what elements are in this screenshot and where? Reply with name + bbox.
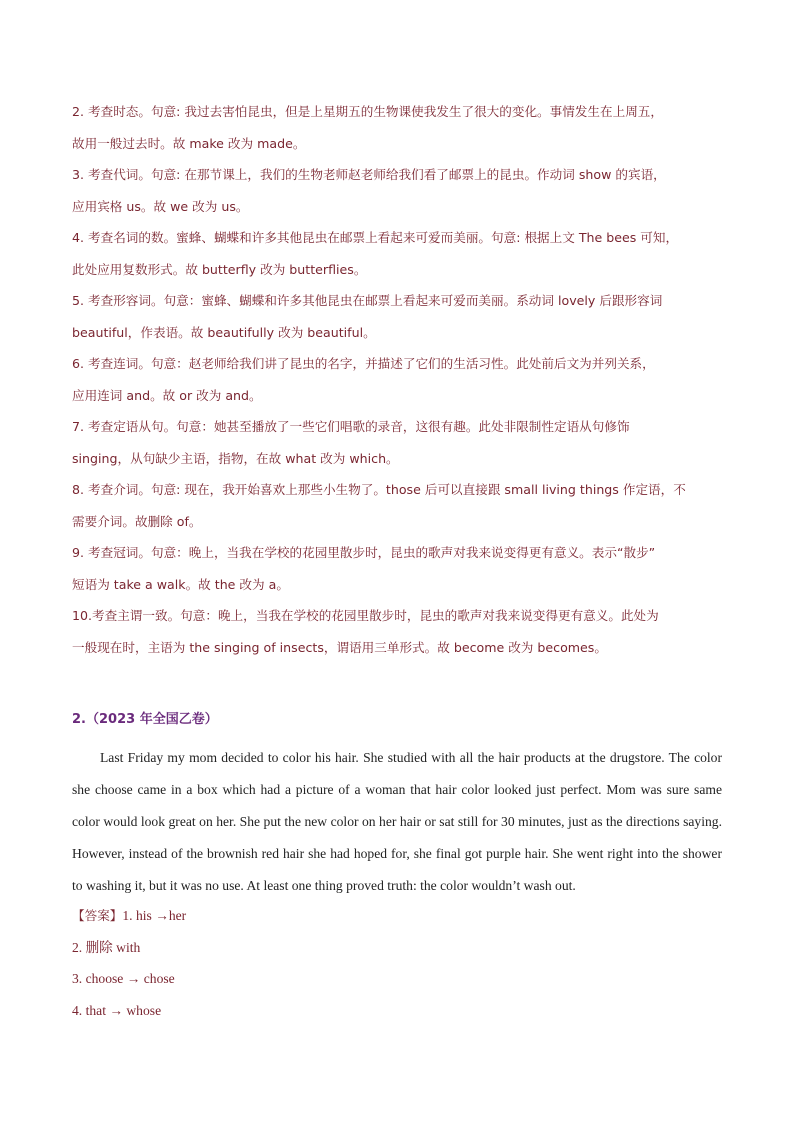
- explanation-line: 5. 考查形容词。句意：蜜蜂、蝴蝶和许多其他昆虫在邮票上看起来可爱而美丽。系动词 lovely 后跟形容词: [72, 293, 663, 308]
- explanation-line: 7. 考查定语从句。句意：她甚至播放了一些它们唱歌的录音，这很有趣。此处非限制性定语从句修饰: [72, 419, 630, 434]
- answer-list: [72, 900, 722, 1026]
- explanation-item: [72, 285, 728, 348]
- explanation-item: [72, 600, 728, 663]
- explanation-line: 9. 考查冠词。句意：晚上，当我在学校的花园里散步时，昆虫的歌声对我来说变得更有意义。表示“散步”: [72, 545, 656, 560]
- explanation-list: [72, 96, 728, 663]
- question-title: 2.（2023 年全国乙卷）: [72, 712, 218, 727]
- answer-item: [72, 900, 722, 932]
- explanation-line: 需要介词。故删除 of。: [72, 513, 202, 529]
- explanation-item: [72, 348, 728, 411]
- answer-item: 3. choose → chose: [72, 971, 175, 986]
- explanation-line: 应用连词 and。故 or 改为 and。: [72, 387, 262, 403]
- explanation-line: 2. 考查时态。句意: 我过去害怕昆虫，但是上星期五的生物课使我发生了很大的变化。事情发生在上周五，: [72, 104, 663, 119]
- explanation-item: [72, 537, 728, 600]
- explanation-item: [72, 222, 728, 285]
- answer-item: 2. 删除 with: [72, 939, 141, 955]
- explanation-line: singing，从句缺少主语，指物，在故 what 改为 which。: [72, 450, 399, 466]
- question-passage: Last Friday my mom decided to color his hair. She studied with all the hair products at the drugstore. The color she choose came in a box which had a picture of a woman that hair color looked just perfect. Mom was sure same color would look great on her. She put the new color on her hair or sat still for 30 minutes, just as the directions saying. However, instead of the brownish red hair she had hoped for, she final got purple hair. She went right into the shower to washing it, but it was no use. At least one thing proved truth: the color wouldn’t wash out.: [72, 750, 722, 893]
- explanation-line: 6. 考查连词。句意：赵老师给我们讲了昆虫的名字，并描述了它们的生活习性。此处前后文为并列关系，: [72, 356, 655, 371]
- explanation-item: [72, 411, 728, 474]
- explanation-line: 4. 考查名词的数。蜜蜂、蝴蝶和许多其他昆虫在邮票上看起来可爱而美丽。句意: 根据上文 The bees 可知，: [72, 230, 679, 245]
- explanation-line: 故用一般过去时。故 make 改为 made。: [72, 135, 306, 151]
- explanation-line: 此处应用复数形式。故 butterfly 改为 butterflies。: [72, 261, 367, 277]
- explanation-line: 应用宾格 us。故 we 改为 us。: [72, 198, 249, 214]
- explanation-item: [72, 159, 728, 222]
- explanation-line: 一般现在时，主语为 the singing of insects，谓语用三单形式。故 become 改为 becomes。: [72, 639, 607, 655]
- answer-item: 4. that → whose: [72, 1002, 162, 1018]
- explanation-item: [72, 474, 728, 537]
- explanation-line: beautiful，作表语。故 beautifully 改为 beautiful。: [72, 324, 376, 340]
- explanation-item: [72, 96, 728, 159]
- explanation-line: 10.考查主谓一致。句意：晚上，当我在学校的花园里散步时，昆虫的歌声对我来说变得更有意义。此处为: [72, 608, 659, 623]
- answer-label: 【答案】: [72, 908, 123, 923]
- answer-text: 1. his →her: [122, 908, 187, 923]
- explanation-line: 3. 考查代词。句意: 在那节课上，我们的生物老师赵老师给我们看了邮票上的昆虫。作动词 show 的宾语，: [72, 167, 666, 182]
- explanation-line: 8. 考查介词。句意: 现在，我开始喜欢上那些小生物了。those 后可以直接跟 small living things 作定语，不: [72, 482, 686, 497]
- explanation-line: 短语为 take a walk。故 the 改为 a。: [72, 576, 289, 592]
